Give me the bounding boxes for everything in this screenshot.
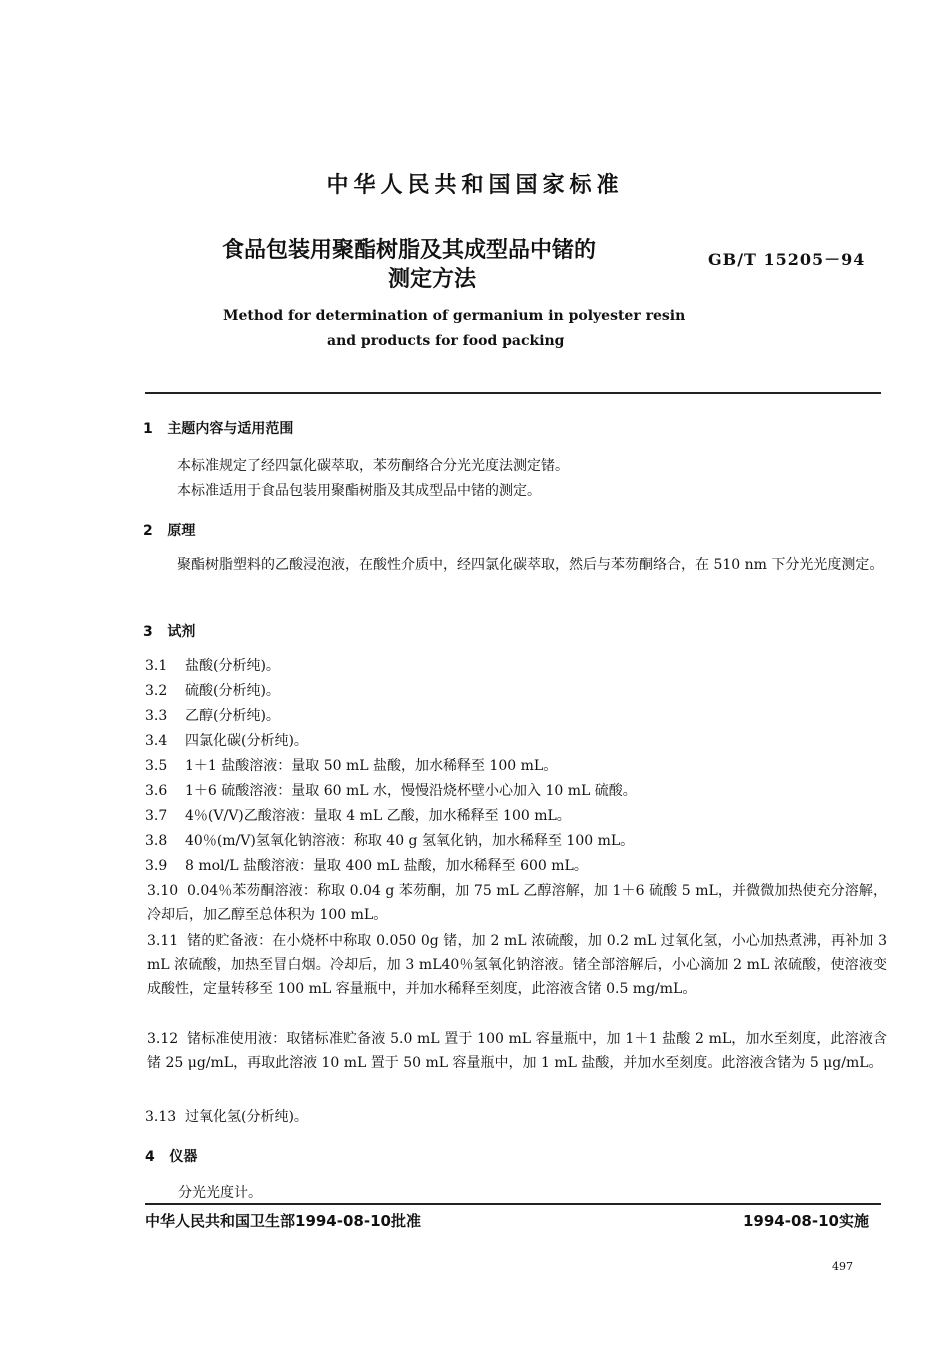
section-4-heading <box>145 1146 197 1166</box>
reagent-item: 3.6 1＋6 硫酸溶液：量取 60 mL 水，慢慢沿烧杯壁小心加入 10 mL 硫酸。 <box>145 783 637 799</box>
section-1-heading <box>143 418 293 438</box>
section-1-paragraph: 本标准适用于食品包装用聚酯树脂及其成型品中锗的测定。 <box>177 483 541 499</box>
title-en-line1: Method for determination of germanium in polyester resin <box>223 308 686 324</box>
reagent-item: 3.13 过氧化氢(分析纯)。 <box>145 1109 308 1125</box>
section-1-paragraph: 本标准规定了经四氯化碳萃取，苯芴酮络合分光光度法测定锗。 <box>177 458 569 474</box>
section-number: 1 <box>143 421 153 437</box>
section-title: 仪器 <box>169 1149 198 1165</box>
implementation-date: 1994-08-10实施 <box>743 1212 869 1230</box>
reagent-item: 3.10 0.04％苯芴酮溶液：称取 0.04 g 苯芴酮，加 75 mL 乙醇溶解，加 1＋6 硫酸 5 mL，并微微加热使充分溶解，冷却后，加乙醇至总体积为 100 mL。 <box>147 883 887 923</box>
footer-divider <box>145 1203 881 1205</box>
reagent-item: 3.5 1＋1 盐酸溶液：量取 50 mL 盐酸，加水稀释至 100 mL。 <box>145 758 558 774</box>
header-divider <box>145 392 881 394</box>
reagent-item: 3.9 8 mol/L 盐酸溶液：量取 400 mL 盐酸，加水稀释至 600 mL。 <box>145 858 588 874</box>
reagent-item: 3.8 40％(m/V)氢氧化钠溶液：称取 40 g 氢氧化钠，加水稀释至 100 mL。 <box>145 833 635 849</box>
section-3-heading <box>143 621 195 641</box>
reagent-item: 3.7 4％(V/V)乙酸溶液：量取 4 mL 乙酸，加水稀释至 100 mL。 <box>145 808 571 824</box>
reagent-item: 3.11 锗的贮备液：在小烧杯中称取 0.050 0g 锗，加 2 mL 浓硫酸，加 0.2 mL 过氧化氢，小心加热煮沸，再补加 3 mL 浓硫酸，加热至冒白烟。冷却后，加 3 mL40％氢氧化钠溶液。锗全部溶解后，小心滴加 2 mL 浓硫酸，使溶液变成酸性，定量转移至 100 mL 容量瓶中，并加水稀释至刻度，此溶液含锗 0.5 mg/mL。 <box>147 933 887 997</box>
approval-line: 中华人民共和国卫生部1994-08-10批准 <box>145 1212 421 1230</box>
reagent-item: 3.4 四氯化碳(分析纯)。 <box>145 733 308 749</box>
reagent-item: 3.3 乙醇(分析纯)。 <box>145 708 280 724</box>
section-2-paragraph: 聚酯树脂塑料的乙酸浸泡液，在酸性介质中，经四氯化碳萃取，然后与苯芴酮络合，在 510 nm 下分光光度测定。 <box>177 557 884 573</box>
section-number: 2 <box>143 523 153 539</box>
section-title: 原理 <box>167 523 196 539</box>
page-number: 497 <box>832 1260 853 1273</box>
reagent-item: 3.2 硫酸(分析纯)。 <box>145 683 280 699</box>
section-title: 试剂 <box>167 624 196 640</box>
reagent-item: 3.1 盐酸(分析纯)。 <box>145 658 280 674</box>
section-number: 4 <box>145 1149 155 1165</box>
reagent-item: 3.12 锗标准使用液：取锗标准贮备液 5.0 mL 置于 100 mL 容量瓶中，加 1＋1 盐酸 2 mL，加水至刻度，此溶液含锗 25 μg/mL，再取此溶液 10 mL 置于 50 mL 容量瓶中，加 1 mL 盐酸，并加水至刻度。此溶液含锗为 5 μg/mL。 <box>147 1031 887 1071</box>
section-title: 主题内容与适用范围 <box>167 421 294 437</box>
title-en-line2: and products for food packing <box>327 333 565 349</box>
standard-code: GB/T 15205－94 <box>708 250 866 269</box>
title-zh-line2: 测定方法 <box>388 267 477 292</box>
title-zh-line1: 食品包装用聚酯树脂及其成型品中锗的 <box>222 238 597 263</box>
national-standard-heading: 中华人民共和国国家标准 <box>326 173 624 198</box>
section-number: 3 <box>143 624 153 640</box>
section-2-heading <box>143 520 195 540</box>
section-4-paragraph: 分光光度计。 <box>178 1185 262 1201</box>
